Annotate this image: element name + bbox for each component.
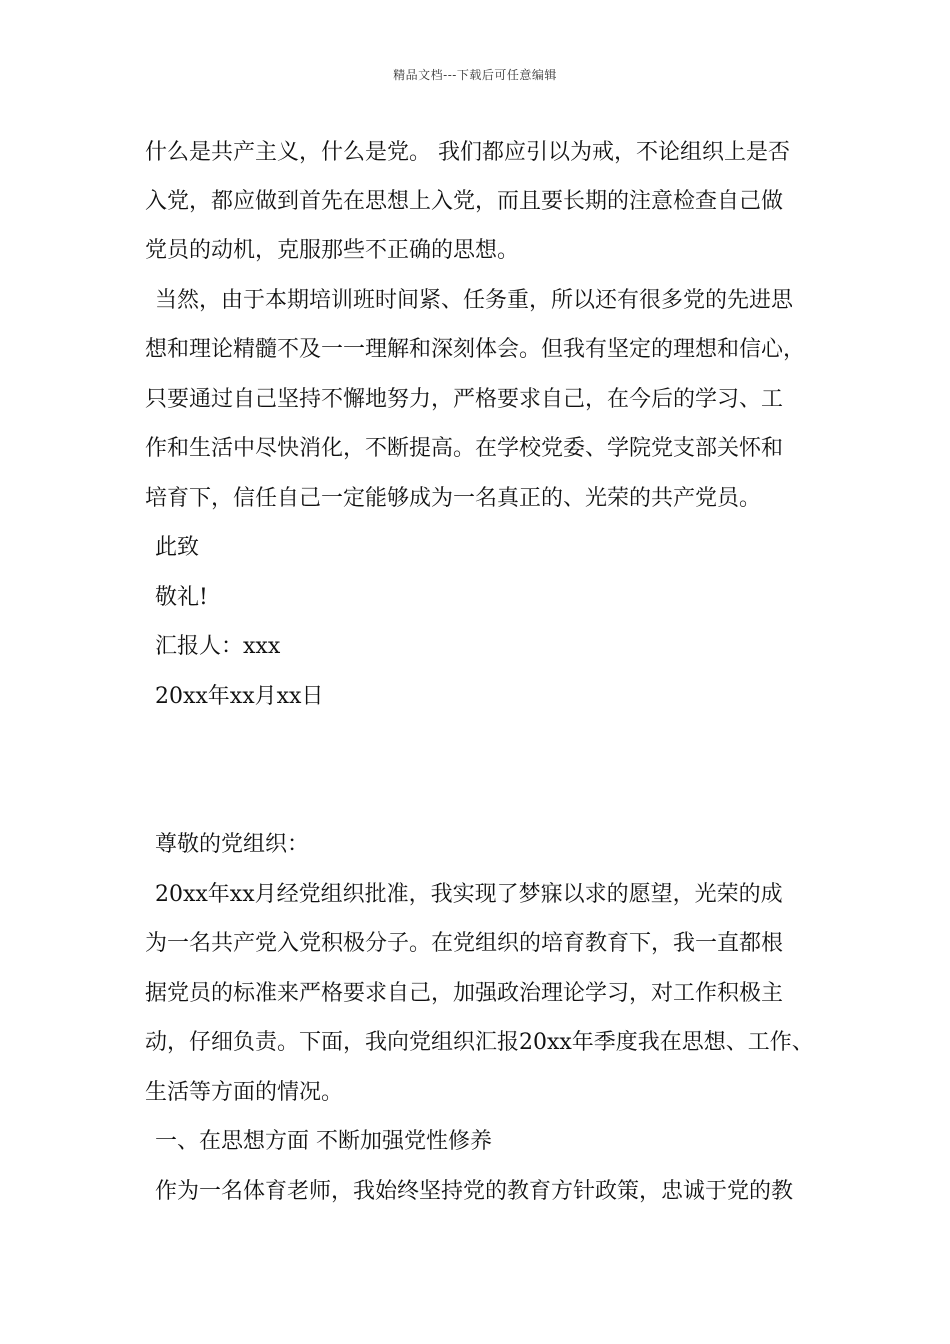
text-line: 当然，由于本期培训班时间紧、任务重，所以还有很多党的先进思 [155, 288, 794, 313]
text-line: 什么是共产主义，什么是党。 我们都应引以为戒，不论组织上是否 [145, 140, 790, 165]
closing-respect: 敬礼! [155, 585, 208, 610]
text-line: 党员的动机，克服那些不正确的思想。 [145, 238, 520, 263]
text-line: 生活等方面的情况。 [145, 1080, 344, 1105]
letter-greeting: 尊敬的党组织： [155, 832, 310, 857]
text-line: 为一名共产党入党积极分子。在党组织的培育教育下，我一直都根 [145, 931, 784, 956]
text-line: 只要通过自己坚持不懈地努力，严格要求自己，在今后的学习、工 [145, 387, 784, 412]
page-header: 精品文档---下载后可任意编辑 [393, 68, 557, 82]
text-line: 20xx年xx月经党组织批准，我实现了梦寐以求的愿望，光荣的成 [155, 882, 783, 907]
text-line: 培育下，信任自己一定能够成为一名真正的、光荣的共产党员。 [145, 486, 762, 511]
text-line: 作为一名体育老师，我始终坚持党的教育方针政策，忠诚于党的教 [155, 1179, 794, 1204]
text-line: 作和生活中尽快消化，不断提高。在学校党委、学院党支部关怀和 [145, 436, 784, 461]
reporter-signature: 汇报人：xxx [155, 634, 281, 659]
section-heading: 一、在思想方面 不断加强党性修养 [155, 1129, 492, 1154]
text-line: 据党员的标准来严格要求自己，加强政治理论学习，对工作积极主 [145, 981, 784, 1006]
report-date: 20xx年xx月xx日 [155, 684, 324, 709]
closing-salutation: 此致 [155, 535, 200, 560]
text-line: 入党，都应做到首先在思想上入党，而且要长期的注意检查自己做 [145, 189, 784, 214]
text-line: 想和理论精髓不及一一理解和深刻体会。但我有坚定的理想和信心， [145, 337, 806, 362]
text-line: 动，仔细负责。下面，我向党组织汇报20xx年季度我在思想、工作、 [145, 1030, 814, 1055]
